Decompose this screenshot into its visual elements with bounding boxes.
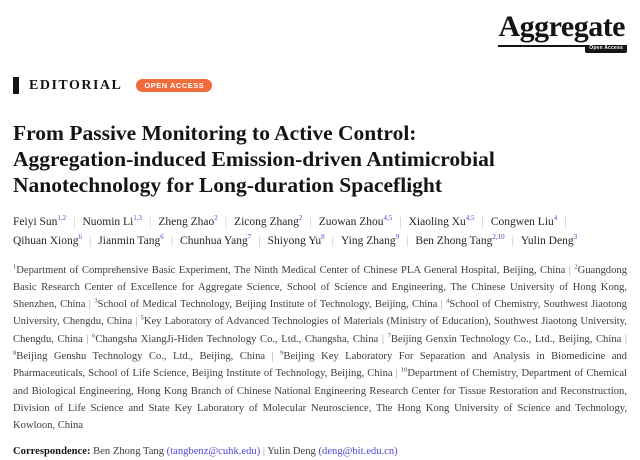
journal-open-access-badge: Open Access: [585, 45, 627, 53]
author-name: Zheng Zhao: [158, 215, 215, 228]
affiliation-superscript: 7: [387, 332, 391, 340]
affiliation-separator: |: [624, 333, 628, 345]
author-separator: |: [309, 215, 312, 228]
affiliation-text: School of Medical Technology, Beijing Institute of Technology, Beijing, China: [97, 299, 438, 311]
affiliation-separator: |: [568, 264, 571, 276]
article-title: [13, 120, 627, 199]
author-separator: |: [406, 234, 409, 247]
author: [158, 213, 217, 232]
correspondence-separator: |: [262, 445, 266, 457]
affiliation-superscript: 6: [92, 332, 96, 340]
article-title-line: From Passive Monitoring to Active Control:: [13, 121, 417, 145]
open-access-pill: OPEN ACCESS: [136, 79, 212, 93]
affiliation-text: Beijing Genxin Technology Co., Ltd., Beijing, China: [390, 333, 622, 345]
author-name: Zicong Zhang: [234, 215, 299, 228]
correspondence-line: [13, 444, 627, 460]
affiliation-text: Key Laboratory of Advanced Technologies of Materials (Ministry of Education), Southwest Jiaotong University, Chengdu, China: [13, 316, 628, 345]
affiliation-superscript: 3: [94, 297, 98, 305]
affiliation-text: School of Chemistry, Southwest Jiaotong University, Chengdu, China: [13, 299, 627, 328]
article-title-line: Aggregation-induced Emission-driven Antimicrobial: [13, 147, 495, 172]
author-name: Congwen Liu: [490, 215, 554, 228]
author-superscript: 3: [573, 232, 578, 241]
author: [409, 213, 475, 232]
correspondence-name: Yulin Deng: [267, 445, 319, 457]
correspondence-email-link[interactable]: (deng@bit.edu.cn): [318, 445, 398, 457]
author: [341, 232, 399, 251]
affiliation-text: Guangdong Basic Research Center of Excellence for Aggregate Science, School of Science and Engineering, The Chinese University of Hong Kong, Shenzhen, China: [13, 264, 627, 311]
correspondence-email-link[interactable]: (tangbenz@cuhk.edu): [166, 445, 261, 457]
author: [98, 232, 163, 251]
affiliation-superscript: 5: [140, 314, 144, 322]
author-separator: |: [258, 234, 261, 247]
affiliation-text: Department of Comprehensive Basic Experiment, The Ninth Medical Center of Chinese PLA General Hospital, Beijing, China: [16, 264, 566, 276]
author-name: Chunhua Yang: [180, 234, 248, 247]
affiliation-text: Beijing Key Laboratory For Separation and Analysis in Biomedicine and Pharmaceuticals, School of Life Science, Beijing Institute of Technology, Beijing, China: [13, 351, 627, 380]
author: [13, 232, 82, 251]
author-name: Yulin Deng: [520, 234, 574, 247]
author-separator: |: [481, 215, 484, 228]
author: [234, 213, 302, 232]
journal-logo-text: Aggregate: [498, 10, 625, 43]
author-superscript: 4: [553, 213, 558, 222]
author-superscript: 2: [298, 213, 303, 222]
author-separator: |: [88, 234, 92, 247]
affiliation-superscript: 2: [574, 263, 578, 271]
author-name: Nuomin Li: [82, 215, 134, 228]
author-name: Zuowan Zhou: [318, 215, 384, 228]
author-superscript: 1,3: [133, 213, 143, 222]
article-type-bar: [13, 77, 19, 94]
affiliation-text: Department of Chemistry, Department of Chemical and Biological Engineering, Hong Kong Branch of Chinese National Engineering Research Center for Tissue Restoration and Reconstruction, Division of Life Science and State Key Laboratory of Molecular Neuroscience, The Hong Kong University of Science and Technology, Kowloon, China: [13, 368, 627, 432]
author: [491, 213, 557, 232]
author-separator: |: [73, 215, 76, 228]
author: [415, 232, 504, 251]
author: [319, 213, 393, 232]
author-superscript: 6: [78, 232, 82, 241]
author: [180, 232, 251, 251]
correspondence-name: Ben Zhong Tang: [93, 445, 167, 457]
author: [521, 232, 577, 251]
author-separator: |: [224, 215, 228, 228]
affiliation-separator: |: [88, 299, 91, 311]
author-superscript: 4,5: [465, 213, 475, 222]
author: [82, 213, 142, 232]
author-separator: |: [399, 215, 402, 228]
correspondence-contacts: [93, 446, 398, 457]
affiliation-separator: |: [381, 333, 384, 345]
author-superscript: 9: [395, 232, 400, 241]
article-type-label: EDITORIAL: [29, 77, 123, 93]
author-superscript: 6: [160, 232, 164, 241]
author-name: Ying Zhang: [340, 234, 396, 247]
affiliation-list: [13, 262, 627, 435]
author: [268, 232, 325, 251]
author-separator: |: [511, 234, 514, 247]
affiliation-separator: |: [395, 368, 398, 380]
affiliation-text: Beijing Genshu Technology Co., Ltd., Beijing, China: [16, 351, 266, 363]
affiliation-superscript: 1: [13, 263, 17, 271]
author-separator: |: [331, 234, 334, 247]
correspondence-label: Correspondence:: [13, 445, 91, 457]
affiliation-separator: |: [271, 351, 274, 363]
author: [13, 213, 66, 232]
affiliation-text: Changsha XiangJi-Hiden Technology Co., Ltd., Changsha, China: [95, 333, 379, 345]
author-separator: |: [564, 215, 567, 228]
journal-logo: [498, 10, 627, 51]
author-name: Xiaoling Xu: [408, 215, 466, 228]
author-name: Shiyong Yu: [267, 234, 322, 247]
affiliation-superscript: 10: [400, 366, 408, 374]
author-superscript: 8: [321, 232, 325, 241]
affiliation-superscript: 9: [280, 349, 284, 357]
affiliation-separator: |: [86, 333, 89, 345]
journal-masthead: [13, 12, 627, 60]
affiliation-separator: |: [440, 299, 443, 311]
author-separator: |: [149, 215, 152, 228]
author-superscript: 4,5: [383, 213, 393, 222]
affiliation-superscript: 4: [446, 297, 450, 305]
affiliation-separator: |: [135, 316, 138, 328]
article-title-line: Nanotechnology for Long-duration Spaceflight: [13, 173, 443, 198]
author-list: [13, 213, 627, 251]
author-name: Qihuan Xiong: [13, 234, 79, 247]
article-type-row: [13, 77, 627, 94]
author-name: Jianmin Tang: [98, 234, 161, 247]
author-superscript: 2,10: [492, 232, 505, 241]
author-superscript: 7: [247, 232, 252, 241]
author-separator: |: [170, 234, 174, 247]
affiliation-superscript: 8: [13, 349, 17, 357]
author-superscript: 2: [214, 213, 218, 222]
author-superscript: 1,2: [57, 213, 67, 222]
author-name: Feiyi Sun: [13, 215, 58, 228]
author-name: Ben Zhong Tang: [415, 234, 493, 247]
